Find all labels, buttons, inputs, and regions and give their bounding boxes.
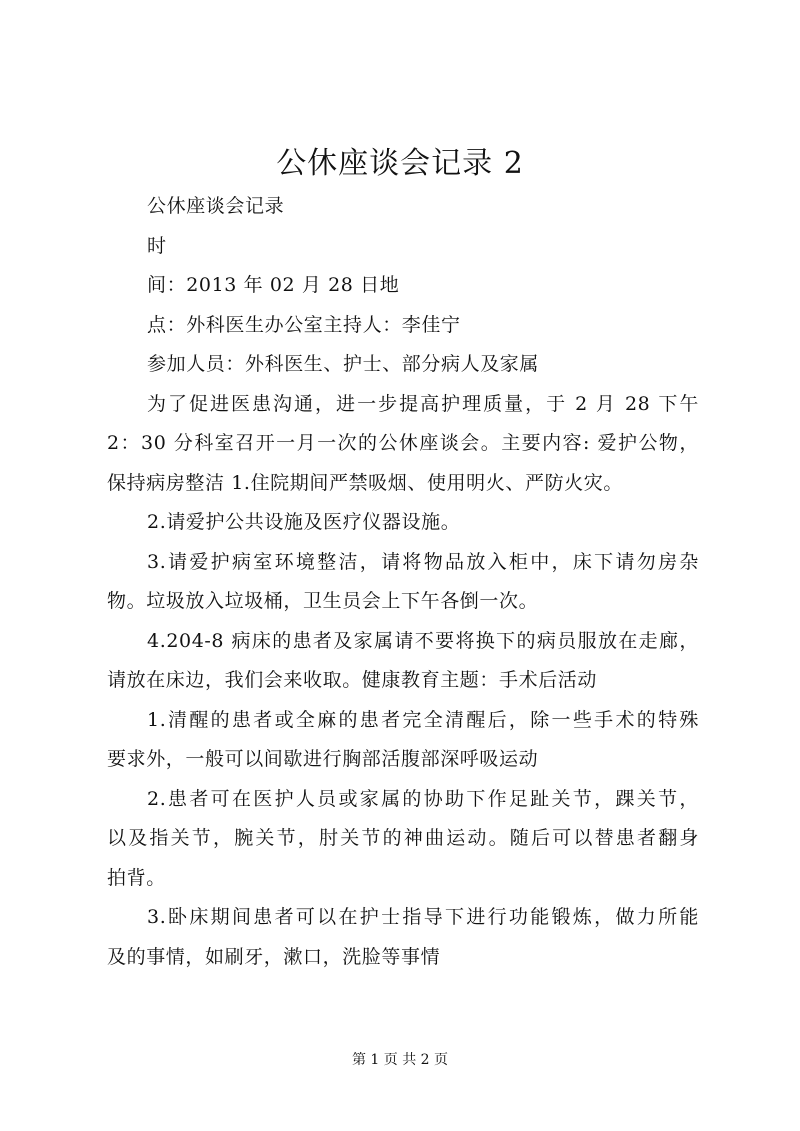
body-line: 4.204-8 病床的患者及家属请不要将换下的病员服放在走廊， [147, 629, 699, 652]
body-line: 3.卧床期间患者可以在护士指导下进行功能锻炼，做力所能 [147, 906, 699, 928]
body-line: 公休座谈会记录 [147, 195, 285, 217]
body-line: 请放在床边，我们会来收取。健康教育主题：手术后活动 [107, 669, 598, 691]
body-line: 要求外，一般可以间歇进行胸部活腹部深呼吸运动 [107, 748, 539, 770]
body-line: 2.患者可在医护人员或家属的协助下作足趾关节，踝关节， [147, 787, 699, 810]
document-body [107, 187, 699, 977]
body-line: 为了促进医患沟通，进一步提高护理质量，于 2 月 28 下午 [147, 392, 699, 415]
body-line: 及的事情，如刷牙，漱口，洗脸等事情 [107, 945, 441, 968]
body-line: 2：30 分科室召开一月一次的公休座谈会。主要内容: 爱护公物， [107, 432, 699, 454]
body-line: 点：外科医生办公室主持人：李佳宁 [147, 313, 461, 336]
body-line: 时 [147, 234, 167, 257]
body-line: 保持病房整洁 1.住院期间严禁吸烟、使用明火、严防火灾。 [107, 471, 623, 494]
body-line: 间：2013 年 02 月 28 日地 [147, 274, 400, 296]
body-line: 参加人员：外科医生、护士、部分病人及家属 [147, 353, 540, 375]
body-line: 3.请爱护病室环境整洁，请将物品放入柜中，床下请勿房杂 [147, 550, 699, 573]
page-footer: 第 1 页 共 2 页 [351, 1052, 449, 1068]
body-line: 2.请爱护公共设施及医疗仪器设施。 [147, 511, 461, 533]
body-line: 以及指关节，腕关节，肘关节的神曲运动。随后可以替患者翻身 [107, 827, 699, 849]
body-line: 拍背。 [107, 866, 166, 889]
body-line: 物。垃圾放入垃圾桶，卫生员会上下午各倒一次。 [107, 590, 539, 612]
document-title: 公休座谈会记录 2 [276, 146, 524, 181]
body-line: 1.清醒的患者或全麻的患者完全清醒后，除一些手术的特殊 [147, 708, 699, 731]
